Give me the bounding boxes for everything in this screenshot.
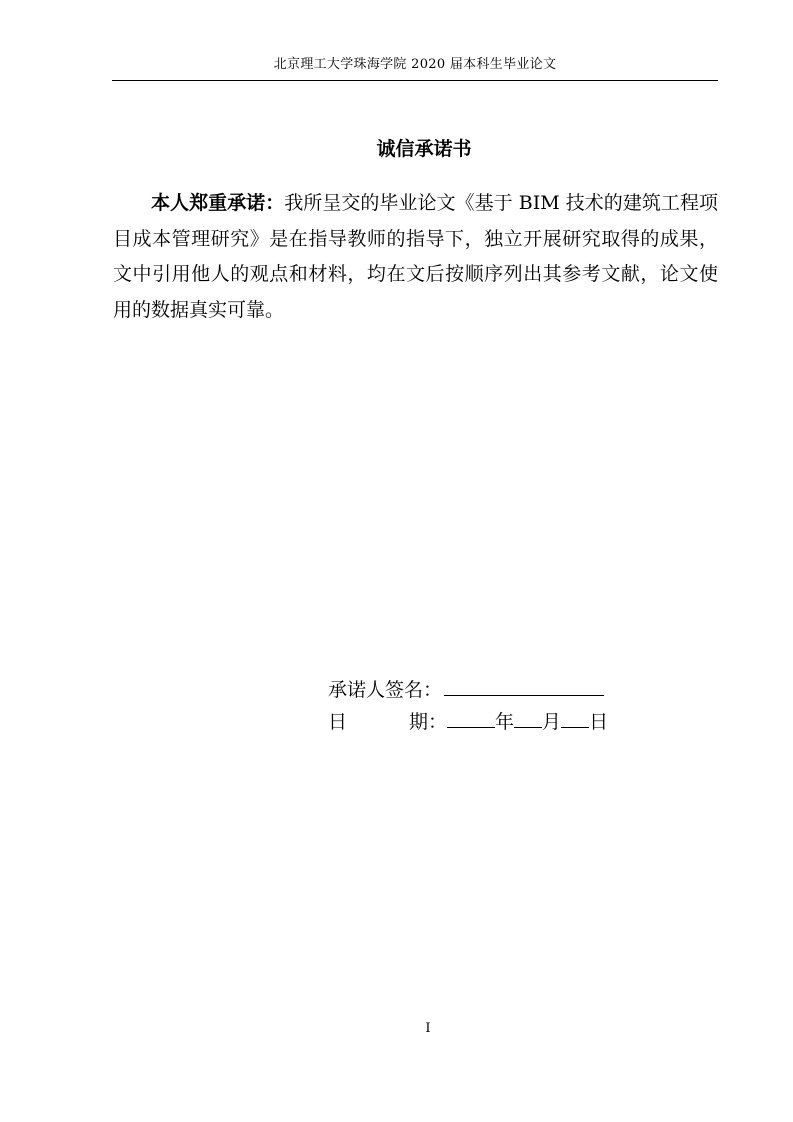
signature-line[interactable] <box>444 677 604 696</box>
day-label: 日 <box>589 711 609 733</box>
date-row <box>328 709 608 734</box>
commitment-text: 我所呈交的毕业论文《基于 BIM 技术的建筑工程项目成本管理研究》是在指导教师的指导下，独立开展研究取得的成果，文中引用他人的观点和材料，均在文后按顺序列出其参考文献，论文使用的数据真实可靠。 <box>113 192 718 321</box>
header-rule <box>112 80 718 81</box>
commitment-lead: 本人郑重承诺： <box>151 192 285 214</box>
commitment-paragraph <box>113 186 718 328</box>
year-label: 年 <box>495 711 515 733</box>
date-label-first: 日 <box>328 711 348 733</box>
month-label: 月 <box>542 711 562 733</box>
page-number: I <box>425 1021 431 1036</box>
signature-label: 承诺人签名： <box>328 679 443 701</box>
day-line[interactable] <box>561 709 589 728</box>
signature-row <box>328 677 604 702</box>
year-line[interactable] <box>447 709 495 728</box>
date-label-second: 期： <box>409 711 448 733</box>
page-title: 诚信承诺书 <box>376 138 472 160</box>
page-header: 北京理工大学珠海学院 2020 届本科生毕业论文 <box>273 57 557 72</box>
month-line[interactable] <box>514 709 542 728</box>
